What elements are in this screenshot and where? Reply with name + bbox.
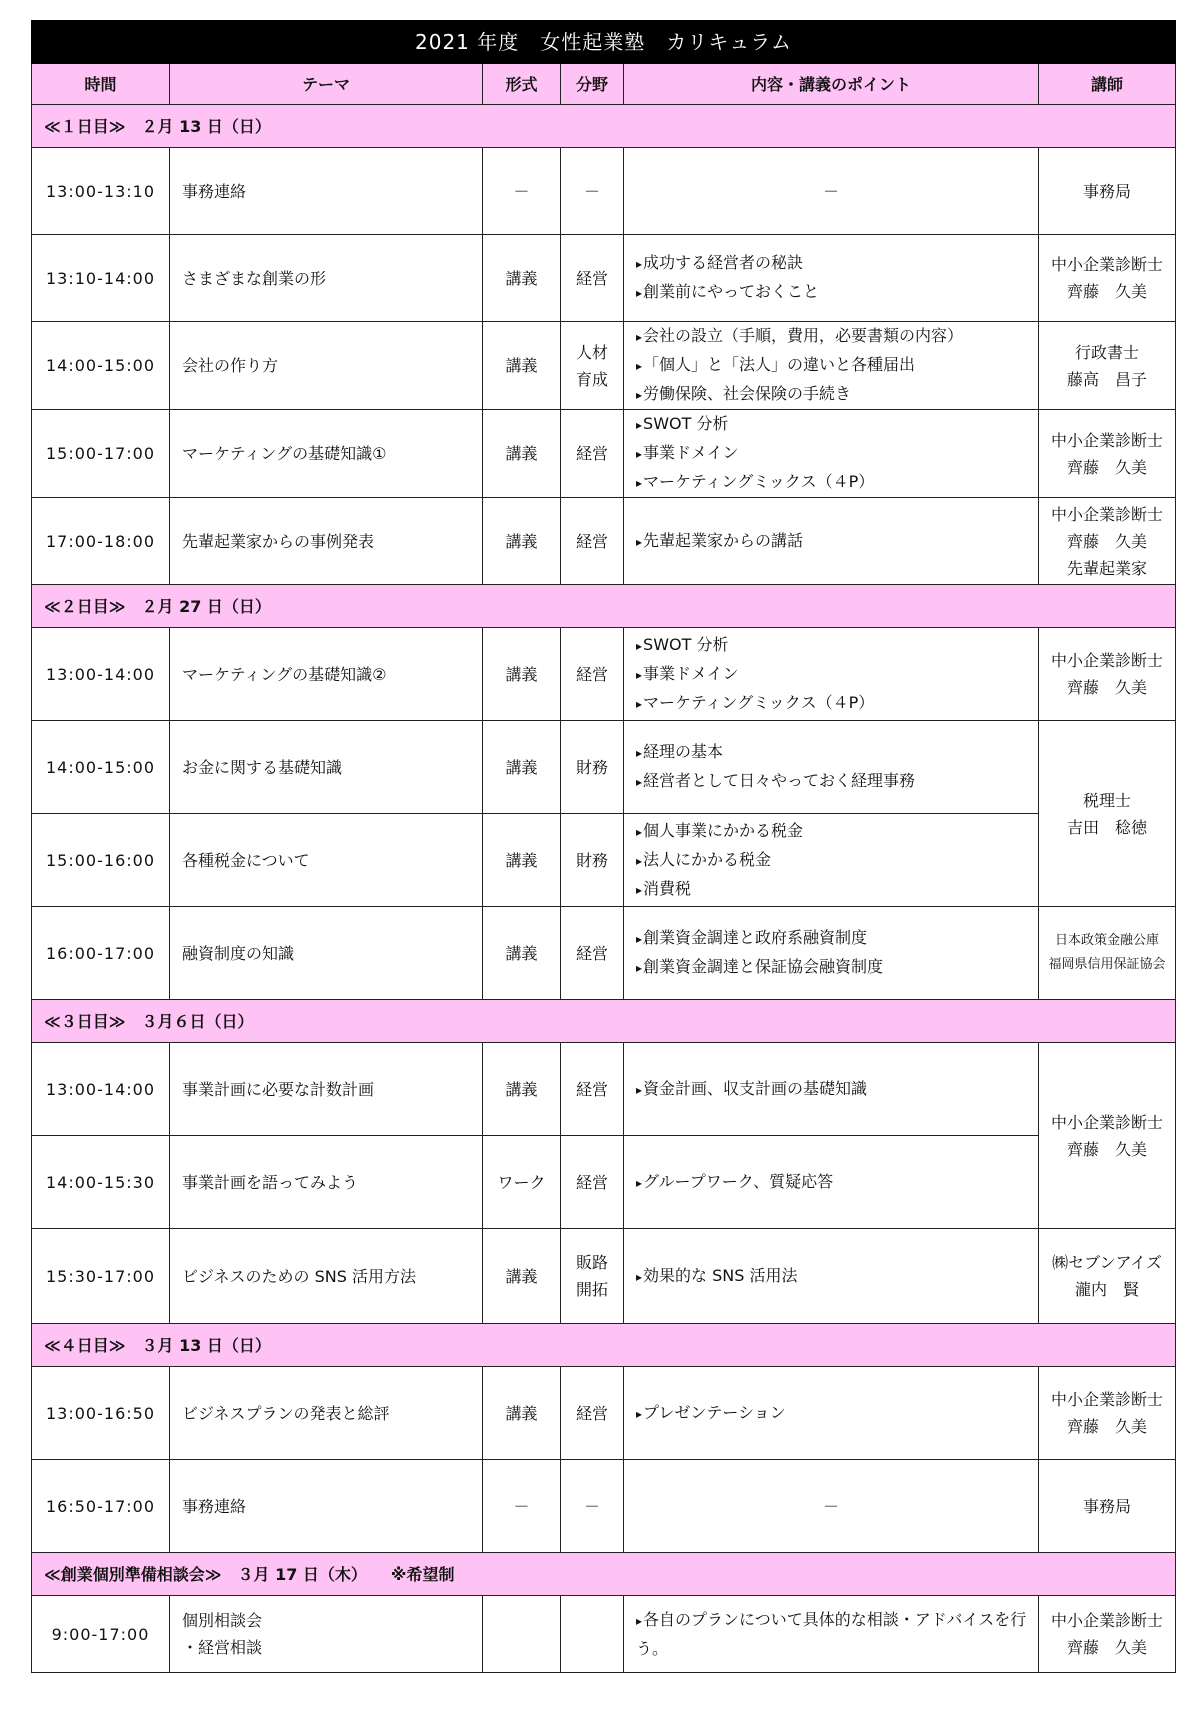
point-item: ▸ 創業資金調達と保証協会融資制度 [636, 953, 1032, 982]
day-row [32, 105, 1176, 148]
time-cell: 9:00-17:00 [32, 1596, 170, 1673]
format-cell: 講義 [483, 1367, 561, 1460]
content-cell [624, 1043, 1039, 1136]
table-row [32, 721, 1176, 814]
point-item: ▸ 先輩起業家からの講話 [636, 527, 1032, 556]
field-cell: 財務 [561, 814, 624, 907]
point-item: ▸ 効果的な SNS 活用法 [636, 1262, 1032, 1291]
time-cell: 13:00-16:50 [32, 1367, 170, 1460]
lecturer-cell [1039, 498, 1176, 585]
lecturer-cell [1039, 907, 1176, 1000]
theme-cell: 事務連絡 [170, 1460, 483, 1553]
field-cell: 経営 [561, 235, 624, 322]
point-item: ▸ 経理の基本 [636, 738, 1032, 767]
day-row [32, 1553, 1176, 1596]
table-row [32, 410, 1176, 498]
format-cell: 講義 [483, 814, 561, 907]
point-item: ▸ 創業前にやっておくこと [636, 278, 1032, 307]
day-label: ≪３日目≫ ３月６日（日） [32, 1000, 1176, 1043]
header-row [32, 64, 1176, 105]
title-row [32, 21, 1176, 64]
header-format: 形式 [483, 64, 561, 105]
curriculum-sheet [31, 20, 1175, 1673]
table-row [32, 814, 1176, 907]
lecturer-cell: 事務局 [1039, 148, 1176, 235]
format-cell: 講義 [483, 721, 561, 814]
theme-cell: 各種税金について [170, 814, 483, 907]
field-line: 育成 [575, 369, 608, 389]
theme-cell: マーケティングの基礎知識① [170, 410, 483, 498]
format-cell: － [483, 1460, 561, 1553]
content-cell [624, 1136, 1039, 1229]
theme-cell: 事務連絡 [170, 148, 483, 235]
field-cell [561, 322, 624, 410]
content-cell [624, 410, 1039, 498]
table-row [32, 148, 1176, 235]
content-cell [624, 235, 1039, 322]
lecturer-line: 吉田 稔徳 [1067, 817, 1148, 837]
lecturer-cell [1039, 1596, 1176, 1673]
lecturer-line: 中小企業診断士 [1051, 1112, 1164, 1132]
table-row [32, 1460, 1176, 1553]
content-cell [624, 628, 1039, 721]
header-content: 内容・講義のポイント [624, 64, 1039, 105]
header-time: 時間 [32, 64, 170, 105]
day-label: ≪４日目≫ ３月 13 日（日） [32, 1324, 1176, 1367]
time-cell: 15:00-17:00 [32, 410, 170, 498]
time-cell: 13:00-14:00 [32, 628, 170, 721]
field-cell: 経営 [561, 1136, 624, 1229]
lecturer-line: 齊藤 久美 [1067, 1417, 1148, 1436]
theme-cell: ビジネスのための SNS 活用方法 [170, 1229, 483, 1324]
format-cell: 講義 [483, 410, 561, 498]
field-cell [561, 1596, 624, 1673]
point-item: ▸ グループワーク、質疑応答 [636, 1168, 1032, 1197]
table-row [32, 235, 1176, 322]
lecturer-line: 中小企業診断士 [1051, 1390, 1164, 1409]
lecturer-cell [1039, 721, 1176, 907]
format-cell: － [483, 148, 561, 235]
field-line: 開拓 [575, 1280, 608, 1299]
lecturer-line: 中小企業診断士 [1051, 1611, 1164, 1630]
point-item: ▸ マーケティングミックス（４P） [636, 468, 1032, 497]
format-cell: 講義 [483, 628, 561, 721]
field-line: 販路 [575, 1253, 608, 1272]
day-label: ≪１日目≫ ２月 13 日（日） [32, 105, 1176, 148]
content-cell [624, 1229, 1039, 1324]
lecturer-cell [1039, 235, 1176, 322]
format-cell: 講義 [483, 498, 561, 585]
format-cell: 講義 [483, 1043, 561, 1136]
time-cell: 15:30-17:00 [32, 1229, 170, 1324]
time-cell: 13:00-13:10 [32, 148, 170, 235]
field-cell: 経営 [561, 628, 624, 721]
point-item: ▸ 事業ドメイン [636, 439, 1032, 468]
header-field: 分野 [561, 64, 624, 105]
point-item: ▸ プレゼンテーション [636, 1399, 1032, 1428]
field-cell: － [561, 148, 624, 235]
point-item: ▸ 各自のプランについて具体的な相談・アドバイスを行う。 [636, 1606, 1032, 1662]
lecturer-line: 先輩起業家 [1067, 558, 1148, 578]
lecturer-cell [1039, 1367, 1176, 1460]
time-cell: 15:00-16:00 [32, 814, 170, 907]
time-cell: 17:00-18:00 [32, 498, 170, 585]
theme-cell: さまざまな創業の形 [170, 235, 483, 322]
format-cell: 講義 [483, 322, 561, 410]
theme-cell: マーケティングの基礎知識② [170, 628, 483, 721]
point-item: ▸ 経営者として日々やっておく経理事務 [636, 767, 1032, 796]
format-cell: 講義 [483, 907, 561, 1000]
point-item: ▸ 個人事業にかかる税金 [636, 817, 1032, 846]
point-item: ▸ SWOT 分析 [636, 631, 1032, 660]
day-row [32, 1324, 1176, 1367]
point-item: ▸ 事業ドメイン [636, 660, 1032, 689]
point-item: ▸ SWOT 分析 [636, 410, 1032, 439]
time-cell: 16:50-17:00 [32, 1460, 170, 1553]
field-cell: 経営 [561, 498, 624, 585]
field-cell: 財務 [561, 721, 624, 814]
field-cell: － [561, 1460, 624, 1553]
day-label: ≪創業個別準備相談会≫ ３月 17 日（木） ※希望制 [32, 1553, 1176, 1596]
table-row [32, 1367, 1176, 1460]
lecturer-line: 中小企業診断士 [1051, 504, 1164, 524]
point-item: ▸ 「個人」と「法人」の違いと各種届出 [636, 351, 1032, 380]
lecturer-line: 齊藤 久美 [1067, 457, 1148, 477]
table-row [32, 1043, 1176, 1136]
field-cell: 経営 [561, 1367, 624, 1460]
content-cell [624, 1367, 1039, 1460]
page-title: 2021 年度 女性起業塾 カリキュラム [32, 21, 1176, 64]
time-cell: 16:00-17:00 [32, 907, 170, 1000]
lecturer-line: 行政書士 [1075, 342, 1140, 362]
content-cell [624, 1596, 1039, 1673]
lecturer-cell [1039, 1229, 1176, 1324]
format-cell: 講義 [483, 235, 561, 322]
format-cell: 講義 [483, 1229, 561, 1324]
table-row [32, 1136, 1176, 1229]
day-row [32, 1000, 1176, 1043]
lecturer-line: 福岡県信用保証協会 [1048, 957, 1166, 972]
theme-line: 個別相談会 [182, 1611, 263, 1630]
content-cell [624, 907, 1039, 1000]
curriculum-table [31, 20, 1176, 1673]
format-cell: ワーク [483, 1136, 561, 1229]
lecturer-line: 藤高 昌子 [1067, 369, 1148, 389]
time-cell: 13:10-14:00 [32, 235, 170, 322]
content-cell: － [624, 148, 1039, 235]
point-item: ▸ 法人にかかる税金 [636, 846, 1032, 875]
lecturer-line: 齊藤 久美 [1067, 678, 1148, 697]
theme-cell: 融資制度の知識 [170, 907, 483, 1000]
lecturer-line: 齊藤 久美 [1067, 282, 1148, 301]
header-lecturer: 講師 [1039, 64, 1176, 105]
content-cell [624, 498, 1039, 585]
field-cell: 経営 [561, 1043, 624, 1136]
point-item: ▸ 創業資金調達と政府系融資制度 [636, 924, 1032, 953]
lecturer-line: 齊藤 久美 [1067, 531, 1148, 551]
theme-line: ・経営相談 [182, 1638, 263, 1657]
content-cell: － [624, 1460, 1039, 1553]
lecturer-line: 中小企業診断士 [1051, 430, 1164, 450]
lecturer-cell [1039, 410, 1176, 498]
theme-cell [170, 1596, 483, 1673]
day-label: ≪２日目≫ ２月 27 日（日） [32, 585, 1176, 628]
table-row [32, 498, 1176, 585]
content-cell [624, 814, 1039, 907]
time-cell: 14:00-15:00 [32, 322, 170, 410]
time-cell: 14:00-15:30 [32, 1136, 170, 1229]
point-item: ▸ 資金計画、収支計画の基礎知識 [636, 1075, 1032, 1104]
field-cell: 経営 [561, 907, 624, 1000]
theme-cell: 会社の作り方 [170, 322, 483, 410]
theme-cell: お金に関する基礎知識 [170, 721, 483, 814]
day-row [32, 585, 1176, 628]
lecturer-line: ㈱セブンアイズ [1052, 1253, 1162, 1272]
theme-cell: ビジネスプランの発表と総評 [170, 1367, 483, 1460]
theme-cell: 先輩起業家からの事例発表 [170, 498, 483, 585]
table-row [32, 322, 1176, 410]
format-cell [483, 1596, 561, 1673]
field-cell: 経営 [561, 410, 624, 498]
point-item: ▸ 会社の設立（手順，費用，必要書類の内容） [636, 322, 1032, 351]
lecturer-cell [1039, 1043, 1176, 1229]
table-row [32, 1596, 1176, 1673]
lecturer-cell: 事務局 [1039, 1460, 1176, 1553]
table-row [32, 628, 1176, 721]
table-row [32, 907, 1176, 1000]
lecturer-line: 中小企業診断士 [1051, 255, 1164, 274]
lecturer-cell [1039, 322, 1176, 410]
field-cell [561, 1229, 624, 1324]
point-item: ▸ 労働保険、社会保険の手続き [636, 380, 1032, 409]
lecturer-cell [1039, 628, 1176, 721]
time-cell: 13:00-14:00 [32, 1043, 170, 1136]
lecturer-line: 齊藤 久美 [1067, 1638, 1148, 1657]
theme-cell: 事業計画に必要な計数計画 [170, 1043, 483, 1136]
point-item: ▸ 消費税 [636, 875, 1032, 904]
content-cell [624, 322, 1039, 410]
lecturer-line: 齊藤 久美 [1067, 1139, 1148, 1159]
point-item: ▸ 成功する経営者の秘訣 [636, 249, 1032, 278]
content-cell [624, 721, 1039, 814]
table-row [32, 1229, 1176, 1324]
lecturer-line: 日本政策金融公庫 [1055, 933, 1160, 948]
lecturer-line: 中小企業診断士 [1051, 651, 1164, 670]
lecturer-line: 税理士 [1083, 790, 1132, 810]
point-item: ▸ マーケティングミックス（４P） [636, 689, 1032, 718]
header-theme: テーマ [170, 64, 483, 105]
field-line: 人材 [575, 342, 608, 362]
time-cell: 14:00-15:00 [32, 721, 170, 814]
theme-cell: 事業計画を語ってみよう [170, 1136, 483, 1229]
lecturer-line: 瀧内 賢 [1075, 1280, 1140, 1299]
